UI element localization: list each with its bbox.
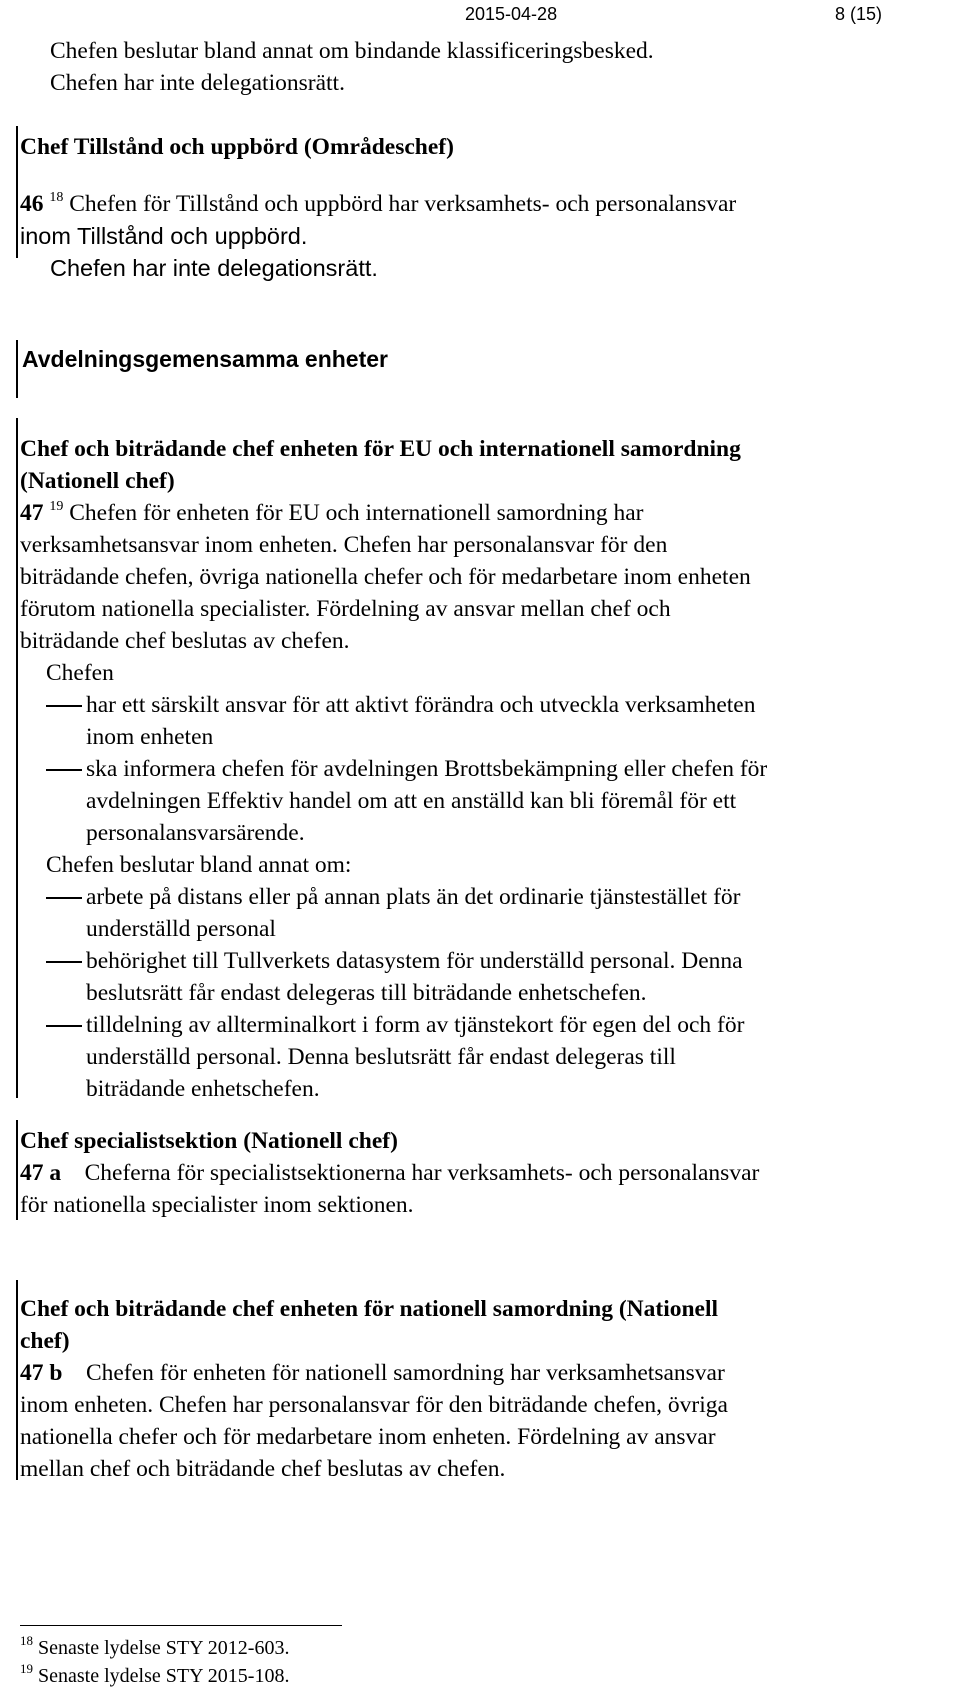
- footnote-number: 19: [20, 1661, 33, 1676]
- list-dash: [46, 961, 82, 963]
- list-item-line: ska informera chefen för avdelningen Brottsbekämpning eller chefen för: [86, 756, 768, 782]
- footnote: [20, 1633, 290, 1660]
- text-span: Chefen för Tillstånd och uppbörd har verksamhets- och personalansvar: [69, 191, 737, 217]
- paragraph-46-line: [20, 188, 736, 220]
- paragraph-47a-line: [20, 1157, 759, 1189]
- list-item-line: beslutsrätt får endast delegeras till biträdande enhetschefen.: [86, 980, 647, 1006]
- page-number: 8 (15): [835, 4, 883, 24]
- section-heading: Chef och biträdande chef enheten för nationell samordning (Nationell: [20, 1296, 719, 1322]
- text-span: Chefen för enheten för EU och internationell samordning har: [69, 500, 644, 526]
- text-line: verksamhetsansvar inom enheten. Chefen har personalansvar för den: [20, 532, 668, 558]
- list-item-line: biträdande enhetschefen.: [86, 1076, 320, 1102]
- change-bar: [16, 418, 18, 1098]
- list-dash: [46, 897, 82, 899]
- text-line: biträdande chefen, övriga nationella chefer och för medarbetare inom enheten: [20, 564, 751, 590]
- list-item-line: inom enheten: [86, 724, 214, 750]
- change-bar: [16, 1120, 18, 1220]
- footnote: [20, 1661, 290, 1688]
- section-heading: (Nationell chef): [20, 468, 175, 494]
- text-line: förutom nationella specialister. Fördelning av ansvar mellan chef och: [20, 596, 671, 622]
- paragraph-number: 46: [20, 191, 44, 217]
- list-item-line: arbete på distans eller på annan plats än det ordinarie tjänstestället för: [86, 884, 741, 910]
- group-heading: Avdelningsgemensamma enheter: [22, 346, 388, 372]
- text-line: Chefen har inte delegationsrätt.: [50, 70, 345, 96]
- paragraph-number: 47 b: [20, 1360, 63, 1386]
- text-line: biträdande chef beslutas av chefen.: [20, 628, 350, 654]
- footnote-text: Senaste lydelse STY 2015-108.: [38, 1665, 290, 1687]
- list-item-line: personalansvarsärende.: [86, 820, 305, 846]
- list-item-line: underställd personal: [86, 916, 276, 942]
- footnote-ref: 19: [49, 499, 64, 514]
- list-dash: [46, 705, 82, 707]
- list-item-line: underställd personal. Denna beslutsrätt får endast delegeras till: [86, 1044, 676, 1070]
- text-span: Chefen för enheten för nationell samordning har verksamhetsansvar: [85, 1360, 725, 1386]
- section-heading: Chef och biträdande chef enheten för EU och internationell samordning: [20, 436, 741, 462]
- text-line: mellan chef och biträdande chef beslutas av chefen.: [20, 1456, 506, 1482]
- document-date: 2015-04-28: [465, 4, 558, 24]
- footnote-rule: [20, 1625, 342, 1626]
- change-bar: [16, 126, 18, 258]
- text-line: inom Tillstånd och uppbörd.: [20, 223, 308, 249]
- footnote-ref: 18: [49, 190, 64, 205]
- change-bar: [16, 340, 18, 398]
- text-line: Chefen har inte delegationsrätt.: [50, 255, 378, 281]
- list-dash: [46, 769, 82, 771]
- list-item-line: tilldelning av allterminalkort i form av tjänstekort för egen del och för: [86, 1012, 745, 1038]
- footnote-text: Senaste lydelse STY 2012-603.: [38, 1637, 290, 1659]
- footnote-number: 18: [20, 1633, 33, 1648]
- text-line: nationella chefer och för medarbetare inom enheten. Fördelning av ansvar: [20, 1424, 716, 1450]
- change-bar: [16, 1280, 18, 1480]
- text-line: Chefen: [46, 660, 114, 686]
- text-line: Chefen beslutar bland annat om:: [46, 852, 352, 878]
- list-item-line: avdelningen Effektiv handel om att en anställd kan bli föremål för ett: [86, 788, 737, 814]
- paragraph-number: 47: [20, 500, 44, 526]
- paragraph-47b-line: [20, 1357, 725, 1389]
- section-heading: Chef Tillstånd och uppbörd (Områdeschef): [20, 134, 454, 160]
- text-line: för nationella specialister inom sektionen.: [20, 1192, 414, 1218]
- section-heading: chef): [20, 1328, 70, 1354]
- list-dash: [46, 1025, 82, 1027]
- list-item-line: behörighet till Tullverkets datasystem för underställd personal. Denna: [86, 948, 743, 974]
- paragraph-number: 47 a: [20, 1160, 62, 1186]
- text-line: Chefen beslutar bland annat om bindande klassificeringsbesked.: [50, 38, 654, 64]
- text-span: Cheferna för specialistsektionerna har verksamhets- och personalansvar: [84, 1160, 760, 1186]
- section-heading: Chef specialistsektion (Nationell chef): [20, 1128, 398, 1154]
- paragraph-47-line: [20, 497, 644, 529]
- list-item-line: har ett särskilt ansvar för att aktivt förändra och utveckla verksamheten: [86, 692, 756, 718]
- text-line: inom enheten. Chefen har personalansvar för den biträdande chefen, övriga: [20, 1392, 728, 1418]
